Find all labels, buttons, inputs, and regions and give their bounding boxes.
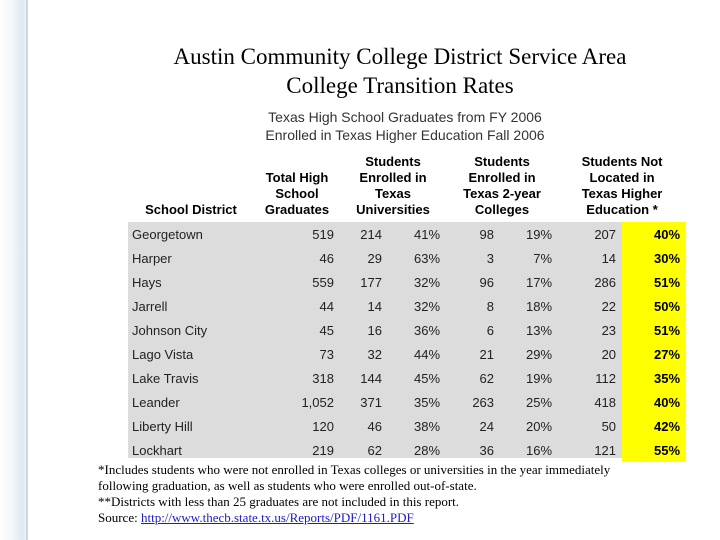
cell-total: 45 xyxy=(319,322,334,338)
table-row xyxy=(128,414,686,438)
cell-two-year-pct: 19% xyxy=(526,370,553,386)
cell-not-located-count: 23 xyxy=(601,322,617,338)
cell-total: 1,052 xyxy=(301,394,334,410)
cell-two-year-count: 8 xyxy=(486,298,495,314)
header-not-located: Students Not Located in Texas Higher Education * xyxy=(558,148,686,222)
cell-univ-pct: 44% xyxy=(413,346,441,362)
table-row xyxy=(128,366,686,390)
header-total-graduates: Total High School Graduates xyxy=(254,148,340,222)
cell-two-year-count: 24 xyxy=(479,418,495,434)
cell-univ-pct: 36% xyxy=(413,322,441,338)
cell-district: Jarrell xyxy=(132,298,168,314)
page-subtitle xyxy=(230,108,580,144)
table-row xyxy=(128,342,686,366)
cell-not-located-count: 112 xyxy=(595,370,617,386)
cell-univ-count: 29 xyxy=(367,250,382,266)
table-row xyxy=(128,390,686,414)
cell-district: Georgetown xyxy=(132,226,203,242)
cell-two-year-pct: 16% xyxy=(526,442,553,458)
cell-not-located-count: 418 xyxy=(594,394,617,410)
cell-district: Lockhart xyxy=(132,442,182,458)
subtitle-line-2: Enrolled in Texas Higher Education Fall 2006 xyxy=(265,127,545,143)
table-row xyxy=(128,294,686,318)
cell-not-located-count: 14 xyxy=(601,250,617,266)
cell-district: Leander xyxy=(132,394,180,410)
cell-two-year-pct: 18% xyxy=(526,298,553,314)
cell-univ-pct: 32% xyxy=(413,298,441,314)
header-school-district: School District xyxy=(128,148,254,222)
cell-two-year-count: 21 xyxy=(479,346,495,362)
cell-univ-count: 32 xyxy=(367,346,382,362)
cell-not-located-pct: 40% xyxy=(622,222,686,246)
cell-district: Johnson City xyxy=(132,322,208,338)
cell-not-located-count: 22 xyxy=(601,298,617,314)
cell-total: 73 xyxy=(319,346,334,362)
cell-not-located-count: 20 xyxy=(601,346,617,362)
cell-two-year-count: 96 xyxy=(479,274,495,290)
header-texas-universities: Students Enrolled in Texas Universities xyxy=(340,148,446,222)
cell-univ-count: 16 xyxy=(367,322,382,338)
cell-not-located-pct: 55% xyxy=(622,438,686,462)
cell-two-year-pct: 20% xyxy=(526,418,553,434)
table-row xyxy=(128,222,686,246)
footnote-line-1: *Includes students who were not enrolled in Texas colleges or universities in the year immediately xyxy=(98,462,611,477)
cell-two-year-pct: 17% xyxy=(526,274,553,290)
cell-univ-pct: 35% xyxy=(413,394,441,410)
cell-district: Harper xyxy=(132,250,172,266)
cell-two-year-count: 62 xyxy=(479,370,495,386)
header-two-year-colleges: Students Enrolled in Texas 2-year Colleges xyxy=(446,148,558,222)
cell-district: Lake Travis xyxy=(132,370,199,386)
cell-district: Liberty Hill xyxy=(132,418,193,434)
cell-not-located-pct: 35% xyxy=(622,366,686,390)
cell-total: 519 xyxy=(312,226,334,242)
cell-not-located-pct: 42% xyxy=(622,414,686,438)
cell-univ-pct: 41% xyxy=(413,226,441,242)
cell-not-located-count: 286 xyxy=(594,274,617,290)
footnote-line-2: following graduation, as well as students who were enrolled out-of-state. xyxy=(98,478,477,493)
cell-two-year-pct: 25% xyxy=(526,394,553,410)
cell-univ-count: 144 xyxy=(360,370,382,386)
footnote-line-3: **Districts with less than 25 graduates are not included in this report. xyxy=(98,494,460,509)
cell-total: 44 xyxy=(319,298,334,314)
cell-two-year-count: 6 xyxy=(486,322,495,338)
transition-rates-table xyxy=(128,148,686,462)
cell-univ-count: 177 xyxy=(360,274,382,290)
cell-univ-count: 14 xyxy=(367,298,382,314)
cell-univ-count: 371 xyxy=(360,394,382,410)
cell-district: Lago Vista xyxy=(132,346,194,362)
subtitle-line-1: Texas High School Graduates from FY 2006 xyxy=(268,109,542,125)
cell-district: Hays xyxy=(132,274,162,290)
left-decorative-bar xyxy=(0,0,28,540)
cell-not-located-pct: 40% xyxy=(622,390,686,414)
cell-not-located-pct: 30% xyxy=(622,246,686,270)
cell-two-year-count: 3 xyxy=(486,250,495,266)
table-row xyxy=(128,270,686,294)
table-row xyxy=(128,246,686,270)
cell-not-located-pct: 51% xyxy=(622,318,686,342)
cell-univ-pct: 45% xyxy=(413,370,441,386)
cell-univ-pct: 32% xyxy=(413,274,441,290)
source-link[interactable]: http://www.thecb.state.tx.us/Reports/PDF/1161.PDF xyxy=(140,510,414,525)
table-row xyxy=(128,318,686,342)
title-line-1: Austin Community College District Service Area xyxy=(173,44,627,69)
cell-not-located-count: 121 xyxy=(594,442,617,458)
cell-total: 219 xyxy=(312,442,334,458)
cell-total: 120 xyxy=(312,418,334,434)
cell-two-year-count: 98 xyxy=(479,226,495,242)
cell-not-located-pct: 50% xyxy=(622,294,686,318)
cell-total: 318 xyxy=(312,370,334,386)
table-header-row xyxy=(128,148,686,222)
cell-total: 559 xyxy=(312,274,334,290)
cell-not-located-count: 50 xyxy=(601,418,617,434)
cell-univ-count: 214 xyxy=(360,226,382,242)
cell-univ-pct: 63% xyxy=(413,250,441,266)
cell-two-year-pct: 13% xyxy=(526,322,553,338)
cell-not-located-count: 207 xyxy=(594,226,617,242)
cell-not-located-pct: 51% xyxy=(622,270,686,294)
cell-two-year-pct: 29% xyxy=(526,346,553,362)
page-title xyxy=(120,42,680,100)
table-row xyxy=(128,438,686,462)
source-label: Source: xyxy=(98,510,141,525)
footnotes xyxy=(98,462,698,526)
cell-univ-pct: 38% xyxy=(413,418,441,434)
cell-univ-count: 62 xyxy=(367,442,382,458)
cell-two-year-pct: 7% xyxy=(533,250,553,266)
cell-total: 46 xyxy=(319,250,334,266)
cell-two-year-pct: 19% xyxy=(526,226,553,242)
title-line-2: College Transition Rates xyxy=(286,73,514,98)
cell-univ-pct: 28% xyxy=(413,442,441,458)
cell-two-year-count: 263 xyxy=(472,394,495,410)
cell-not-located-pct: 27% xyxy=(622,342,686,366)
cell-two-year-count: 36 xyxy=(479,442,495,458)
cell-univ-count: 46 xyxy=(367,418,382,434)
source-line xyxy=(98,510,698,526)
